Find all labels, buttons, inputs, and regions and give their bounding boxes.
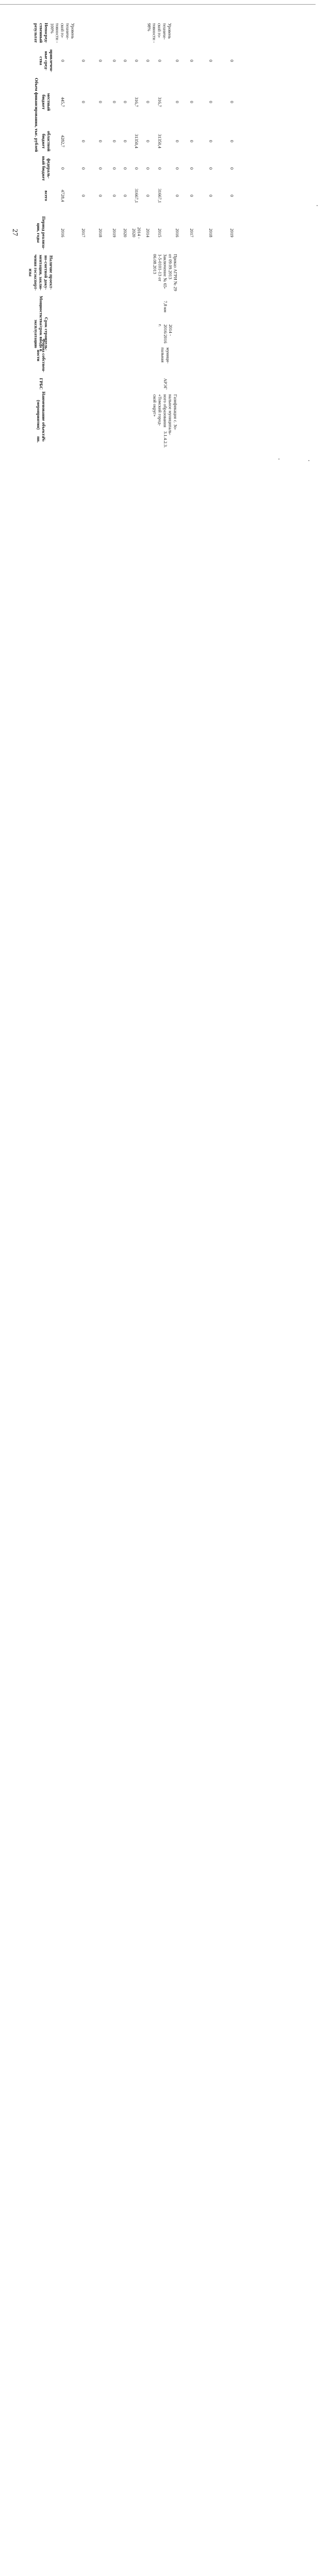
cell-att-row-8-text: 0	[174, 59, 180, 62]
header-result-text: Непосред- ственный результат	[33, 22, 49, 43]
cell-att-row-7-text: 0	[157, 59, 162, 62]
cell-total-row-5-text: 31667,1	[134, 189, 139, 203]
page-top-rule	[0, 4, 316, 5]
cell-total-row-11	[226, 183, 237, 209]
scan-speck	[278, 459, 279, 460]
header-num	[31, 430, 50, 448]
header-row-line	[0, 1293, 19, 1294]
cell-loc-row-6-text: 0	[145, 100, 151, 103]
header-capacity-text: Мощность	[38, 296, 44, 317]
cell-att-row-4	[119, 46, 130, 75]
header-docs-text: Наличие проект- но-сметной доку- ментации, заклю- чения госэксперт- изы	[28, 254, 54, 291]
cell-loc-row-8-text: 0	[174, 100, 180, 103]
cell-loc-row-11-text: 0	[229, 100, 235, 103]
cell-att-row-11	[226, 46, 237, 75]
cell-loc-row-1	[75, 75, 91, 129]
cell-fed-row-9-text: 0	[189, 167, 194, 170]
cell-att-row-6-text: 0	[145, 59, 151, 62]
cell-loc-row-2	[91, 75, 108, 129]
cell-year-row-5-text: 2014 - 2020	[131, 227, 142, 239]
cell-total-row-3	[108, 183, 119, 209]
cell-total-row-2-text: 0	[97, 194, 103, 197]
cell-fed-row-4-text: 0	[122, 167, 128, 170]
cell-year-row-1-text: 2017	[80, 228, 86, 238]
cell-att-row-10-text: 0	[208, 59, 213, 62]
cell-year-row-4-text: 2020	[122, 228, 128, 238]
cell-year-row-11-text: 2019	[229, 228, 235, 238]
cell-year-row-11	[226, 209, 237, 257]
header-local	[41, 75, 50, 129]
cell-reg-row-0-text: 4282,7	[60, 135, 65, 147]
cell-loc-row-7-text: 316,7	[157, 96, 162, 107]
cell-year-row-2	[91, 209, 108, 257]
header-federal	[41, 154, 50, 183]
header-total	[41, 183, 50, 209]
cell-total-row-3-text: 0	[111, 194, 117, 197]
cell-loc-row-0-text: 445,7	[60, 96, 65, 107]
header-local-text: местный бюджет	[41, 93, 52, 111]
cell-reg-row-6	[142, 129, 153, 154]
cell-fed-row-8	[165, 154, 188, 183]
object-capacity	[142, 289, 188, 325]
object-docs-text: Приказ АГРИ № 29 от 09.09.2013 Заключение № 65- 1-5-0101-13 от 06.08.2013	[153, 254, 178, 291]
cell-fed-row-2-text: 0	[97, 167, 103, 170]
cell-fed-row-10	[194, 154, 226, 183]
cell-att-row-1-text: 0	[80, 59, 86, 62]
cell-total-row-8	[165, 183, 188, 209]
cell-att-row-7	[153, 46, 165, 75]
cell-reg-row-1-text: 0	[80, 140, 86, 143]
cell-att-row-2	[91, 46, 108, 75]
cell-reg-row-1	[75, 129, 91, 154]
object-construction-text: 2014 - 2016/2016 г.	[158, 324, 173, 343]
object-name-text: Газификация с. Зо- нальное муниципаль- ного образования «Томский город- ской округ»	[153, 394, 178, 435]
cell-total-row-6-text: 0	[145, 194, 151, 197]
cell-loc-row-3-text: 0	[111, 100, 117, 103]
cell-year-row-0-text: 2016	[60, 228, 65, 238]
cell-loc-row-11	[226, 75, 237, 129]
cell-att-row-9-text: 0	[189, 59, 194, 62]
header-ownership	[31, 338, 50, 372]
cell-loc-row-10	[194, 75, 226, 129]
cell-loc-row-5-text: 316,7	[134, 96, 139, 107]
cell-fed-row-0-text: 0	[60, 167, 65, 170]
body-col-line	[0, 1628, 1, 1817]
cell-reg-row-4	[119, 129, 130, 154]
cell-year-row-3	[108, 209, 119, 257]
object-construction	[142, 325, 188, 343]
cell-year-row-7-text: 2015	[157, 228, 162, 238]
cell-total-row-7-text: 31667,1	[157, 189, 162, 203]
object-ownership-text: муници- пальная	[160, 347, 171, 364]
header-federal-text: федераль- ный бюджет	[41, 156, 52, 181]
cell-year-row-10	[194, 209, 226, 257]
cell-total-row-11-text: 0	[229, 194, 235, 197]
cell-year-row-2-text: 2018	[97, 228, 103, 238]
body-col-line	[0, 1817, 1, 2007]
body-col-line	[0, 2386, 1, 2575]
cell-year-row-9	[188, 209, 194, 257]
cell-reg-row-2	[91, 129, 108, 154]
cell-total-row-4-text: 0	[122, 194, 128, 197]
cell-fed-row-7	[153, 154, 165, 183]
cell-year-row-3-text: 2019	[111, 228, 117, 238]
cell-year-row-4	[119, 209, 130, 257]
cell-total-row-10	[194, 183, 226, 209]
cell-fed-row-10-text: 0	[208, 167, 213, 170]
cell-reg-row-11	[226, 129, 237, 154]
cell-total-row-10-text: 0	[208, 194, 213, 197]
header-attracted	[38, 46, 54, 75]
cell-fed-row-7-text: 0	[157, 167, 162, 170]
cell-total-row-1-text: 0	[80, 194, 86, 197]
cell-total-row-4	[119, 183, 130, 209]
cell-total-row-6	[142, 183, 153, 209]
page-number: 27	[11, 229, 19, 236]
cell-total-row-0-text: 4728,4	[60, 190, 65, 202]
cell-total-row-2	[91, 183, 108, 209]
object-grbs-text: АРЭГ	[162, 378, 168, 389]
header-result	[31, 19, 50, 46]
cell-loc-row-0	[50, 75, 75, 129]
cell-reg-row-4-text: 0	[122, 140, 128, 143]
cell-reg-row-9-text: 0	[189, 140, 194, 143]
object-ownership	[142, 343, 188, 368]
cell-year-row-8-text: 2016	[174, 228, 180, 238]
cell-fed-row-3-text: 0	[111, 167, 117, 170]
cell-att-row-5-text: 0	[134, 59, 139, 62]
cell-year-row-0	[50, 209, 75, 257]
cell-loc-row-8	[165, 75, 188, 129]
object-num-text: 3.1.4.2.3.	[162, 431, 168, 448]
cell-year-row-9-text: 2017	[189, 228, 194, 238]
header-grbs-text: ГРБС	[38, 378, 44, 390]
cell-fed-row-2	[91, 154, 108, 183]
header-regional-text: областной бюджет	[41, 131, 52, 151]
body-col-line	[0, 2007, 1, 2196]
cell-reg-row-2-text: 0	[97, 140, 103, 143]
cell-reg-row-6-text: 0	[145, 140, 151, 143]
object-num	[142, 430, 188, 448]
cell-year-row-6	[142, 209, 153, 257]
scan-speck	[317, 205, 318, 206]
cell-fed-row-3	[108, 154, 119, 183]
cell-fed-row-5	[130, 154, 142, 183]
header-name	[31, 391, 50, 438]
cell-loc-row-4-text: 0	[122, 100, 128, 103]
body-row-line	[0, 1437, 266, 1438]
cell-loc-row-1-text: 0	[80, 100, 86, 103]
cell-year-row-1	[75, 209, 91, 257]
cell-loc-row-2-text: 0	[97, 100, 103, 103]
cell-fed-row-1-text: 0	[80, 167, 86, 170]
cell-year-row-10-text: 2018	[208, 228, 213, 238]
cell-reg-row-7-text: 31350,4	[157, 134, 162, 148]
header-period	[31, 209, 50, 257]
cell-fed-row-9	[188, 154, 194, 183]
cell-reg-row-3-text: 0	[111, 140, 117, 143]
cell-reg-row-9	[188, 129, 194, 154]
cell-total-row-9-text: 0	[189, 194, 194, 197]
header-num-text: № пп.	[36, 436, 46, 443]
cell-fed-row-6	[142, 154, 153, 183]
cell-loc-row-9	[188, 75, 194, 129]
header-separator	[0, 860, 1, 1289]
body-col-line	[0, 1438, 1, 1628]
cell-reg-row-5	[130, 129, 142, 154]
cell-reg-row-10-text: 0	[208, 140, 213, 143]
cell-att-row-4-text: 0	[122, 59, 128, 62]
cell-reg-row-3	[108, 129, 119, 154]
body-col-line	[0, 2196, 1, 2386]
cell-att-row-3	[108, 46, 119, 75]
cell-result-row-7	[146, 19, 173, 46]
cell-year-row-7	[153, 209, 165, 257]
cell-att-row-5	[130, 46, 142, 75]
header-total-text: всего	[43, 190, 49, 201]
table-border-left	[0, 1, 1, 430]
cell-att-row-3-text: 0	[111, 59, 117, 62]
cell-year-row-5	[130, 209, 142, 257]
cell-loc-row-7	[153, 75, 165, 129]
object-docs	[142, 254, 188, 291]
header-attracted-text: привлечен- ные сред- ства	[38, 49, 54, 72]
object-name	[142, 394, 188, 435]
cell-reg-row-10	[194, 129, 226, 154]
header-ownership-text: Форма собствен- ности	[36, 338, 46, 372]
cell-year-row-8	[165, 209, 188, 257]
cell-total-row-9	[188, 183, 194, 209]
cell-loc-row-5	[130, 75, 142, 129]
cell-att-row-8	[165, 46, 188, 75]
cell-result-row-7-text: Уровень техниче- ской го- товности - 98%	[146, 23, 173, 43]
table-border-right	[0, 430, 1, 860]
header-financing-text: Объем финансирования, тыс. рублей	[34, 77, 39, 152]
financing-subheader-divider	[0, 1294, 1, 1430]
cell-att-row-0-text: 0	[60, 59, 65, 62]
cell-fed-row-8-text: 0	[174, 167, 180, 170]
cell-fed-row-6-text: 0	[145, 167, 151, 170]
cell-att-row-0	[50, 46, 75, 75]
cell-att-row-1	[75, 46, 91, 75]
cell-total-row-8-text: 0	[174, 194, 180, 197]
cell-reg-row-0	[50, 129, 75, 154]
scan-speck	[308, 460, 309, 461]
cell-fed-row-11-text: 0	[229, 167, 235, 170]
cell-year-row-6-text: 2014	[145, 228, 151, 238]
header-regional	[41, 129, 50, 154]
cell-fed-row-1	[75, 154, 91, 183]
header-construction-text: Срок строитель- ства/срок ввода в эксплуатацию	[33, 316, 49, 351]
header-docs	[28, 254, 54, 291]
cell-reg-row-8-text: 0	[174, 140, 180, 143]
cell-result-row-0	[50, 19, 75, 46]
object-capacity-text: 7,8 км	[162, 300, 168, 313]
cell-att-row-10	[194, 46, 226, 75]
cell-reg-row-8	[165, 129, 188, 154]
cell-fed-row-11	[226, 154, 237, 183]
cell-att-row-11-text: 0	[229, 59, 235, 62]
cell-att-row-9	[188, 46, 194, 75]
cell-loc-row-6	[142, 75, 153, 129]
cell-total-row-0	[50, 183, 75, 209]
cell-loc-row-3	[108, 75, 119, 129]
cell-loc-row-4	[119, 75, 130, 129]
cell-total-row-7	[153, 183, 165, 209]
cell-fed-row-4	[119, 154, 130, 183]
cell-fed-row-0	[50, 154, 75, 183]
cell-att-row-2-text: 0	[97, 59, 103, 62]
cell-att-row-6	[142, 46, 153, 75]
cell-total-row-5	[130, 183, 142, 209]
header-name-text: Наименование объекта (мероприятия)	[36, 391, 46, 438]
header-period-text: Период реализа- ции, годы	[36, 216, 46, 249]
cell-loc-row-9-text: 0	[189, 100, 194, 103]
cell-result-row-0-text: Уровень техниче- ской го- товности - 100%	[50, 23, 76, 43]
cell-fed-row-5-text: 0	[134, 167, 139, 170]
cell-reg-row-11-text: 0	[229, 140, 235, 143]
cell-reg-row-5-text: 31350,4	[134, 134, 139, 148]
cell-total-row-1	[75, 183, 91, 209]
cell-loc-row-10-text: 0	[208, 100, 213, 103]
cell-reg-row-7	[153, 129, 165, 154]
